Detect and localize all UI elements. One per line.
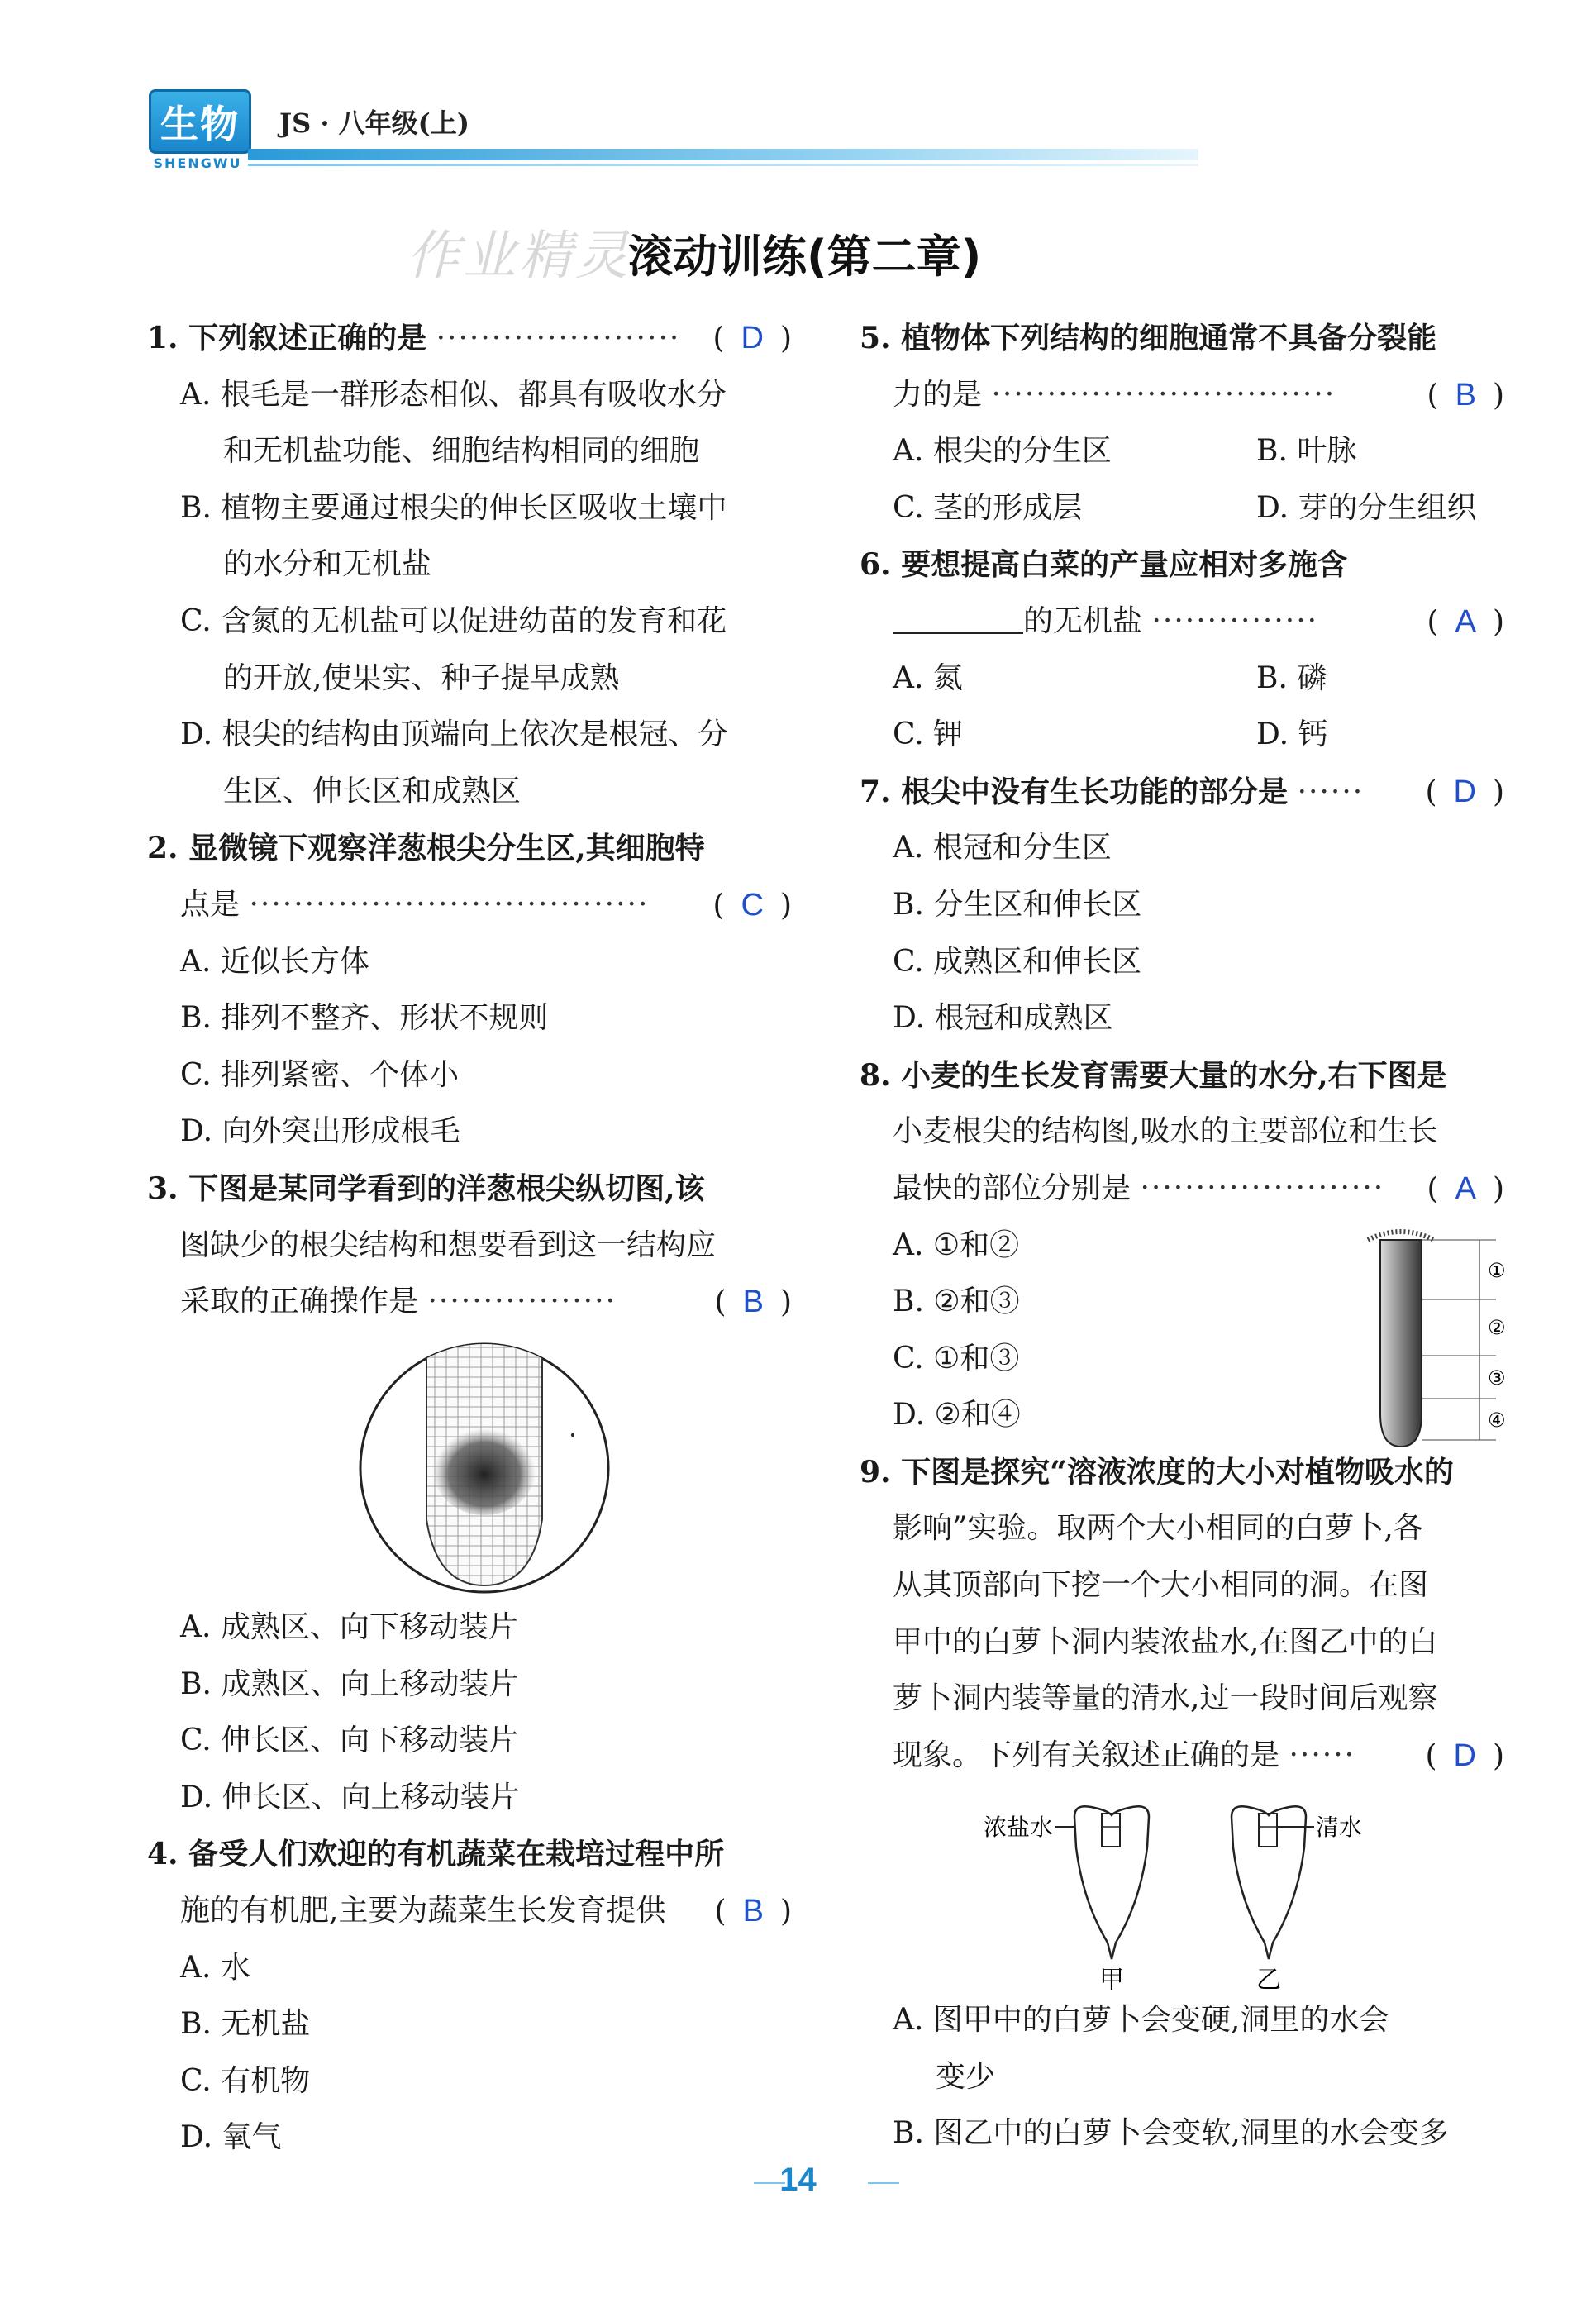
header-rule-thin bbox=[248, 164, 1198, 166]
q7-option-a: A. 根冠和分生区 bbox=[893, 831, 1112, 865]
caption-yi: 乙 bbox=[1256, 1966, 1281, 1992]
q5-options-row2 bbox=[860, 480, 1504, 537]
question-6-stem-cont: 的无机盐 ··············· ( A ) bbox=[860, 594, 1504, 651]
question-3-stem-cont: 图缺少的根尖结构和想要看到这一结构应 bbox=[180, 1228, 717, 1262]
q9-option-a-cont: 变少 bbox=[936, 2059, 996, 2094]
q7-option-d: D. 根冠和成熟区 bbox=[893, 1001, 1113, 1036]
q1-option-c-cont: 的开放,使果实、种子提早成熟 bbox=[223, 660, 620, 695]
q1-option-d: D. 根尖的结构由顶端向上依次是根冠、分 bbox=[180, 718, 728, 752]
question-9-stem-3: 从其顶部向下挖一个大小相同的洞。在图 bbox=[893, 1568, 1429, 1603]
root-label-1: ① bbox=[1488, 1259, 1506, 1282]
question-9-stem-2: 影响”实验。取两个大小相同的白萝卜,各 bbox=[893, 1511, 1423, 1546]
q3-option-d: D. 伸长区、向上移动装片 bbox=[180, 1780, 520, 1814]
q5-option-d: D. 芽的分生组织 bbox=[1256, 490, 1477, 525]
q4-option-b: B. 无机盐 bbox=[180, 2007, 311, 2042]
q6-option-a: A. 氮 bbox=[893, 660, 963, 695]
q4-option-c: C. 有机物 bbox=[180, 2063, 311, 2098]
q8-option-a: A. ①和② bbox=[893, 1228, 1020, 1262]
q8-option-d: D. ②和④ bbox=[893, 1398, 1021, 1433]
q1-option-d-cont: 生区、伸长区和成熟区 bbox=[223, 774, 522, 808]
q5-option-a: A. 根尖的分生区 bbox=[893, 434, 1112, 469]
question-8-stem-cont2: 最快的部位分别是 ······················ ( A ) bbox=[893, 1170, 1504, 1206]
root-label-3: ③ bbox=[1488, 1366, 1506, 1390]
q7-option-c: C. 成熟区和伸长区 bbox=[893, 944, 1142, 979]
answer-9: D bbox=[1453, 1738, 1476, 1773]
question-9-stem-6: 现象。下列有关叙述正确的是 ······ ( D ) bbox=[893, 1738, 1504, 1773]
onion-root-tip-figure bbox=[354, 1337, 615, 1599]
label-clear-water: 清水 bbox=[1316, 1814, 1363, 1841]
question-9-stem-4: 甲中的白萝卜洞内装浓盐水,在图乙中的白 bbox=[893, 1624, 1438, 1659]
q4-option-d: D. 氧气 bbox=[180, 2120, 282, 2155]
right-column bbox=[860, 310, 1504, 1784]
q8-option-c: C. ①和③ bbox=[893, 1341, 1020, 1375]
left-column bbox=[147, 310, 792, 1331]
right-column-lower bbox=[860, 1992, 1504, 2162]
q4-option-a: A. 水 bbox=[180, 1950, 250, 1985]
footer-dash-right bbox=[868, 2182, 899, 2184]
question-4-stem: 4. 备受人们欢迎的有机蔬菜在栽培过程中所 bbox=[147, 1837, 725, 1872]
question-2-stem-cont: 点是 ···································· ( C ) bbox=[180, 887, 792, 923]
caption-jia: 甲 bbox=[1099, 1966, 1124, 1992]
label-salt-water: 浓盐水 bbox=[984, 1814, 1054, 1841]
q5-option-c: C. 茎的形成层 bbox=[893, 490, 1083, 525]
question-1-stem: 1. 下列叙述正确的是 ······················ ( D ) bbox=[147, 321, 792, 355]
radish-experiment-figure bbox=[984, 1802, 1413, 1992]
answer-4: B bbox=[742, 1893, 764, 1928]
subject-logo: 生物 bbox=[149, 89, 251, 154]
wheat-root-tip-figure bbox=[1364, 1223, 1513, 1455]
header-rule bbox=[248, 149, 1198, 160]
page-number: 14 bbox=[779, 2162, 817, 2198]
question-3-stem-cont2: 采取的正确操作是 ················· ( B ) bbox=[180, 1285, 792, 1320]
answer-5: B bbox=[1455, 377, 1476, 412]
q8-option-b: B. ②和③ bbox=[893, 1285, 1020, 1319]
q2-option-a: A. 近似长方体 bbox=[180, 944, 369, 979]
q3-option-c: C. 伸长区、向下移动装片 bbox=[180, 1723, 519, 1758]
q7-option-b: B. 分生区和伸长区 bbox=[893, 887, 1142, 922]
q2-option-d: D. 向外突出形成根毛 bbox=[180, 1114, 460, 1149]
q6-option-d: D. 钙 bbox=[1256, 718, 1328, 752]
q5-option-b: B. 叶脉 bbox=[1256, 434, 1357, 469]
question-5-stem: 5. 植物体下列结构的细胞通常不具备分裂能 bbox=[860, 321, 1437, 355]
q5-options-row1 bbox=[860, 423, 1504, 480]
q3-option-b: B. 成熟区、向上移动装片 bbox=[180, 1666, 519, 1701]
watermark: 作业精灵 bbox=[407, 226, 631, 287]
answer-6: A bbox=[1455, 603, 1476, 639]
question-8-stem-cont: 小麦根尖的结构图,吸水的主要部位和生长 bbox=[893, 1114, 1438, 1149]
q3-option-a: A. 成熟区、向下移动装片 bbox=[180, 1610, 518, 1644]
question-8-stem: 8. 小麦的生长发育需要大量的水分,右下图是 bbox=[860, 1057, 1447, 1093]
q1-option-b-cont: 的水分和无机盐 bbox=[223, 547, 432, 582]
question-3-stem: 3. 下图是某同学看到的洋葱根尖纵切图,该 bbox=[147, 1170, 705, 1206]
subject-logo-pinyin: SHENGWU bbox=[153, 155, 242, 171]
question-7-stem: 7. 根尖中没有生长功能的部分是 ······ ( D ) bbox=[860, 774, 1504, 809]
question-2-stem: 2. 显微镜下观察洋葱根尖分生区,其细胞特 bbox=[147, 831, 705, 866]
q6-options-row1 bbox=[860, 651, 1504, 708]
question-9-stem: 9. 下图是探究“溶液浓度的大小对植物吸水的 bbox=[860, 1454, 1454, 1490]
left-column-lower bbox=[147, 1599, 792, 2167]
q2-option-c: C. 排列紧密、个体小 bbox=[180, 1057, 460, 1092]
q9-option-b: B. 图乙中的白萝卜会变软,洞里的水会变多 bbox=[893, 2116, 1449, 2151]
question-9-stem-5: 萝卜洞内装等量的清水,过一段时间后观察 bbox=[893, 1681, 1438, 1716]
answer-8: A bbox=[1455, 1170, 1476, 1206]
q1-option-a-cont: 和无机盐功能、细胞结构相同的细胞 bbox=[223, 434, 700, 469]
answer-7: D bbox=[1453, 774, 1476, 809]
grade-label: JS · 八年级(上) bbox=[279, 107, 469, 139]
q6-option-b: B. 磷 bbox=[1256, 660, 1327, 695]
question-6-stem: 6. 要想提高白菜的产量应相对多施含 bbox=[860, 547, 1348, 583]
q1-option-b: B. 植物主要通过根尖的伸长区吸收土壤中 bbox=[180, 490, 727, 525]
q2-option-b: B. 排列不整齐、形状不规则 bbox=[180, 1001, 549, 1036]
question-5-stem-cont: 力的是 ······························· ( B ) bbox=[893, 377, 1504, 412]
q6-options-row2 bbox=[860, 707, 1504, 764]
q6-option-c: C. 钾 bbox=[893, 718, 964, 752]
page-title: 滚动训练(第二章) bbox=[628, 231, 982, 283]
q1-option-a: A. 根毛是一群形态相似、都具有吸收水分 bbox=[180, 377, 727, 412]
answer-2: C bbox=[741, 887, 764, 923]
q9-option-a: A. 图甲中的白萝卜会变硬,洞里的水会 bbox=[893, 2003, 1389, 2037]
answer-1: D bbox=[741, 321, 764, 355]
root-label-4: ④ bbox=[1488, 1409, 1506, 1432]
question-4-stem-cont: 施的有机肥,主要为蔬菜生长发育提供 ( B ) bbox=[180, 1893, 792, 1928]
q1-option-c: C. 含氮的无机盐可以促进幼苗的发育和花 bbox=[180, 603, 727, 638]
q6-blank bbox=[893, 608, 1023, 634]
root-label-2: ② bbox=[1488, 1316, 1506, 1339]
answer-3: B bbox=[742, 1285, 764, 1320]
